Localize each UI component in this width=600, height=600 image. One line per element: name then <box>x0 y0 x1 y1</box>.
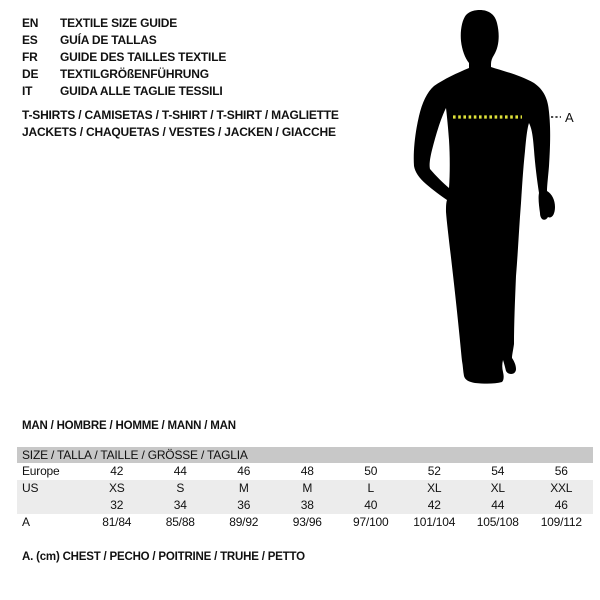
category-tshirts: T-SHIRTS / CAMISETAS / T-SHIRT / T-SHIRT / MAGLIETTE <box>22 108 339 122</box>
language-row-it <box>22 83 226 100</box>
language-title: GUIDE DES TAILLES TEXTILE <box>60 50 227 64</box>
size-cell: 34 <box>173 498 187 512</box>
size-cell: 42 <box>110 464 124 478</box>
size-cell: 85/88 <box>165 515 195 529</box>
size-cell: 42 <box>427 498 441 512</box>
size-cell: 52 <box>427 464 441 478</box>
row-label: US <box>22 481 39 495</box>
language-title: TEXTILGRÖßENFÜHRUNG <box>60 67 209 81</box>
language-row-de <box>22 66 226 83</box>
size-cell: 93/96 <box>292 515 322 529</box>
size-cell: 89/92 <box>229 515 259 529</box>
language-title: GUÍA DE TALLAS <box>60 33 157 47</box>
language-code: ES <box>22 33 38 47</box>
row-label: Europe <box>22 464 60 478</box>
language-code: FR <box>22 50 38 64</box>
garment-categories <box>22 107 339 141</box>
section-title-man: MAN / HOMBRE / HOMME / MANN / MAN <box>22 420 236 432</box>
size-cell: 56 <box>554 464 568 478</box>
table-row-us <box>17 480 593 497</box>
language-title-list <box>22 15 226 100</box>
size-cell: M <box>238 481 249 495</box>
size-cell: XXL <box>550 481 573 495</box>
table-row-chest-a <box>17 514 593 531</box>
size-cell: 97/100 <box>352 515 389 529</box>
size-cell: 36 <box>237 498 251 512</box>
language-code: DE <box>22 67 39 81</box>
size-cell: 101/104 <box>413 515 456 529</box>
row-label <box>17 497 85 514</box>
size-cell: XL <box>427 481 442 495</box>
size-table-header: SIZE / TALLA / TAILLE / GRÖSSE / TAGLIA <box>17 447 593 463</box>
size-cell: 38 <box>300 498 314 512</box>
size-cell: 32 <box>110 498 124 512</box>
language-title: TEXTILE SIZE GUIDE <box>60 16 178 30</box>
size-cell: S <box>176 481 185 495</box>
language-code: EN <box>22 16 39 30</box>
size-cell: 44 <box>173 464 187 478</box>
language-row-en <box>22 15 226 32</box>
language-row-es <box>22 32 226 49</box>
size-cell: L <box>367 481 374 495</box>
size-table <box>17 447 593 531</box>
size-cell: M <box>302 481 313 495</box>
size-cell: XS <box>108 481 125 495</box>
measurement-footnote: A. (cm) CHEST / PECHO / POITRINE / TRUHE / PETTO <box>22 551 305 563</box>
table-row-numeric <box>17 497 593 514</box>
language-row-fr <box>22 49 226 66</box>
man-silhouette <box>414 10 555 384</box>
size-cell: 54 <box>491 464 505 478</box>
language-title: GUIDA ALLE TAGLIE TESSILI <box>60 84 223 98</box>
table-row-europe <box>17 463 593 480</box>
man-silhouette-diagram <box>400 0 600 400</box>
size-cell: XL <box>490 481 505 495</box>
size-cell: 81/84 <box>102 515 132 529</box>
size-cell: 105/108 <box>476 515 519 529</box>
measure-a-label: A <box>565 110 574 125</box>
size-cell: 46 <box>554 498 568 512</box>
size-cell: 109/112 <box>540 515 582 529</box>
category-jackets: JACKETS / CHAQUETAS / VESTES / JACKEN / GIACCHE <box>22 125 336 139</box>
size-cell: 40 <box>364 498 378 512</box>
measurement-figure <box>400 0 600 400</box>
size-cell: 50 <box>364 464 378 478</box>
language-code: IT <box>22 84 33 98</box>
size-cell: 44 <box>491 498 505 512</box>
row-label: A <box>22 515 30 529</box>
size-cell: 46 <box>237 464 251 478</box>
size-cell: 48 <box>300 464 314 478</box>
